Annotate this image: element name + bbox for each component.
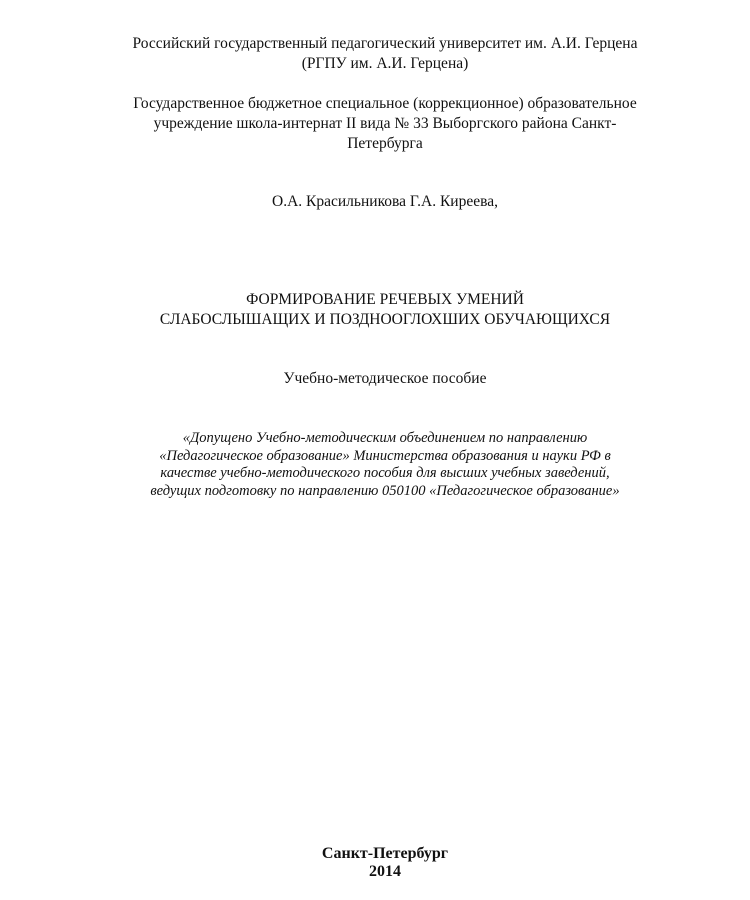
approval-line: качестве учебно-методического пособия для высших учебных заведений, bbox=[160, 465, 610, 481]
approval-line: ведущих подготовку по направлению 050100 «Педагогическое образование» bbox=[150, 482, 620, 499]
imprint bbox=[40, 845, 730, 881]
imprint-year: 2014 bbox=[369, 863, 401, 880]
approval-statement bbox=[30, 430, 740, 500]
title-line: СЛАБОСЛЫШАЩИХ И ПОЗДНООГЛОХШИХ ОБУЧАЮЩИХСЯ bbox=[159, 311, 611, 328]
school-line: Государственное бюджетное специальное (коррекционное) образовательное bbox=[133, 95, 637, 112]
approval-line: «Допущено Учебно-методическим объединением по направлению bbox=[182, 430, 588, 446]
school-line: учреждение школа-интернат II вида № 33 Выборгского района Санкт- bbox=[153, 115, 617, 132]
approval-line: «Педагогическое образование» Министерства образования и науки РФ в bbox=[159, 447, 611, 464]
book-title bbox=[40, 290, 730, 330]
university-line: Российский государственный педагогический университет им. А.И. Герцена bbox=[132, 35, 638, 52]
imprint-city: Санкт-Петербург bbox=[321, 845, 449, 862]
school-name bbox=[40, 94, 730, 154]
authors: О.А. Красильникова Г.А. Киреева, bbox=[272, 193, 498, 210]
publication-type: Учебно-методическое пособие bbox=[283, 370, 487, 387]
university-name bbox=[40, 34, 730, 74]
title-line: ФОРМИРОВАНИЕ РЕЧЕВЫХ УМЕНИЙ bbox=[246, 291, 524, 308]
school-line: Петербурга bbox=[347, 135, 423, 152]
university-abbreviation: (РГПУ им. А.И. Герцена) bbox=[301, 55, 469, 72]
